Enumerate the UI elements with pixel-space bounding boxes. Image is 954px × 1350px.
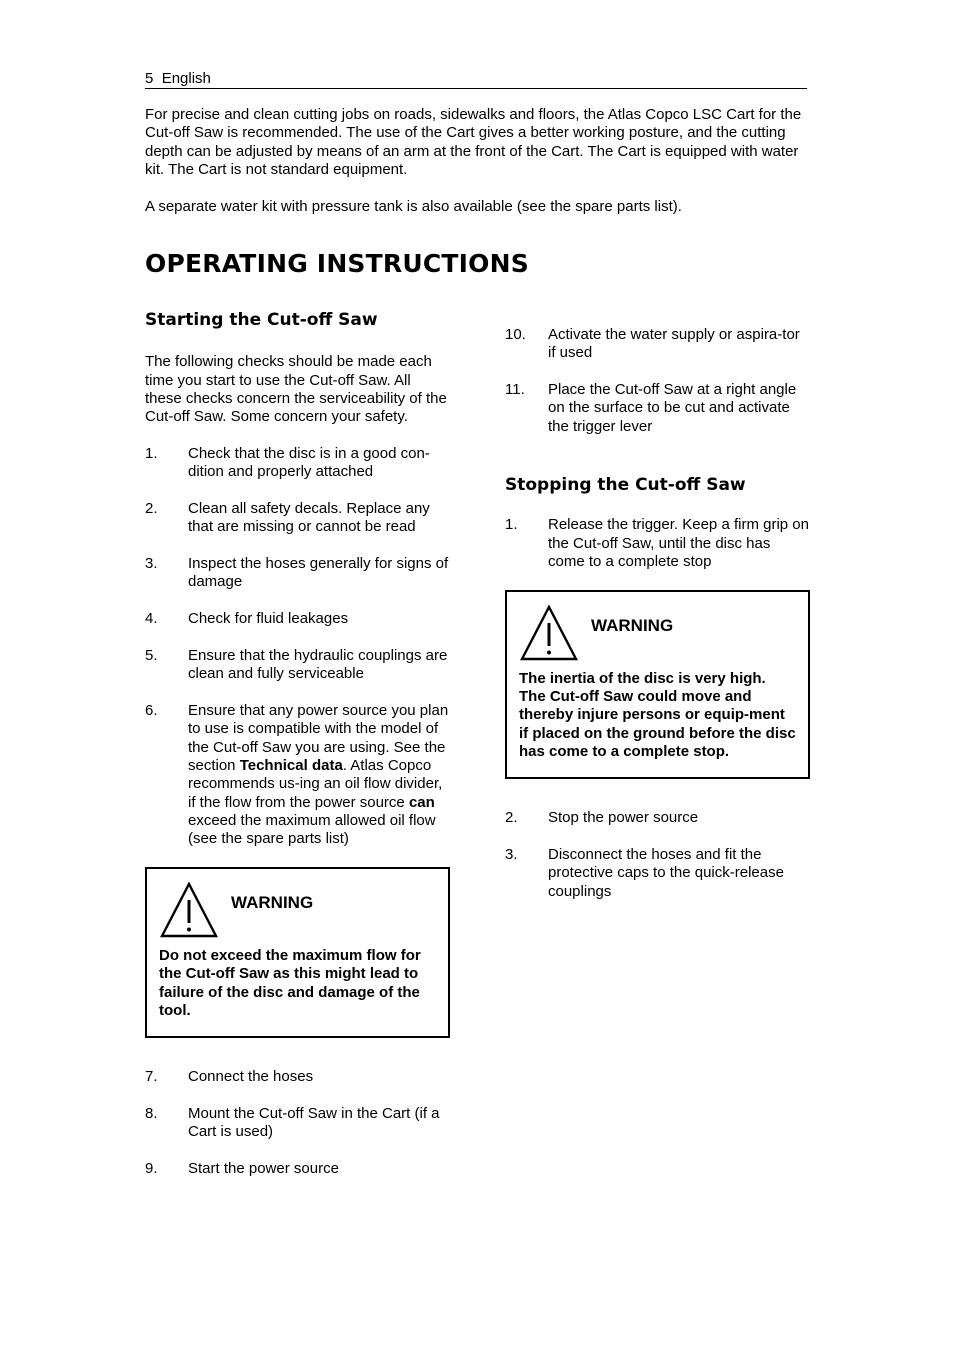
warning-triangle-icon [159, 881, 219, 939]
warning-title: WARNING [591, 615, 674, 635]
intro-paragraph-1: For precise and clean cutting jobs on roads, sidewalks and floors, the Atlas Copco LSC Cart for the Cut-off Saw is recommended. The use of the Cart gives a better working posture, and the cutting depth can be adjusted by means of an arm at the front of the Cart. The Cart is equipped with water kit. The Cart is not standard equipment. [145, 106, 802, 178]
starting-lead-paragraph: The following checks should be made each time you start to use the Cut-off Saw. All these checks concern the serviceability of the Cut-off Saw. Some concern your safety. [145, 353, 447, 426]
stopping-steps-list-continued [505, 809, 810, 901]
step-number: 1. [145, 444, 158, 462]
warning-box-flow [145, 867, 450, 1038]
stopping-heading: Stopping the Cut-off Saw [505, 474, 746, 495]
warning-box-inertia [505, 590, 810, 779]
step-number: 5. [145, 647, 158, 665]
step-text-bold: can [408, 793, 435, 811]
step-text: Place the Cut-off Saw at a right angle on the surface to be cut and activate the trigger lever [548, 381, 797, 435]
step-text: Clean all safety decals. Replace any that are missing or cannot be read [188, 500, 430, 536]
list-item [505, 846, 810, 901]
starting-steps-list-continued [145, 1068, 450, 1178]
warning-triangle-icon [519, 604, 579, 662]
step-number: 4. [145, 610, 158, 628]
step-text: Ensure that the hydraulic couplings are clean and fully serviceable [188, 647, 448, 683]
starting-steps-list-final [505, 326, 810, 436]
step-text-part: exceed the maximum allowed oil flow (see the spare parts list) [188, 811, 436, 848]
step-text: Stop the power source [548, 809, 699, 827]
list-item [505, 326, 810, 363]
step-text: Disconnect the hoses and fit the protective caps to the quick-release couplings [548, 845, 784, 900]
list-item [145, 702, 450, 848]
warning-text: Do not exceed the maximum flow for the Cut-off Saw as this might lead to failure of the disc and damage of the tool. [159, 947, 421, 1019]
step-text: Start the power source [188, 1160, 339, 1178]
step-number: 7. [145, 1068, 158, 1086]
right-column [505, 326, 810, 919]
step-text: Activate the water supply or aspira-tor if used [548, 326, 800, 362]
step-number: 3. [505, 845, 518, 863]
section-title: OPERATING INSTRUCTIONS [145, 249, 529, 278]
list-item [145, 445, 450, 482]
step-text: Check that the disc is in a good con-dition and properly attached [188, 444, 430, 481]
step-text: Connect the hoses [188, 1068, 314, 1086]
warning-header [519, 604, 796, 662]
list-item [505, 809, 810, 827]
step-text: Mount the Cut-off Saw in the Cart (if a Cart is used) [188, 1105, 440, 1141]
step-number: 6. [145, 702, 158, 720]
step-number: 2. [145, 500, 158, 518]
step-text: Check for fluid leakages [188, 610, 349, 628]
step-number: 9. [145, 1160, 158, 1178]
list-item [145, 1068, 450, 1086]
warning-header [159, 881, 436, 939]
list-item [145, 647, 450, 684]
step-number: 3. [145, 555, 158, 573]
intro-paragraph-2: A separate water kit with pressure tank is also available (see the spare parts list). [145, 197, 682, 215]
starting-steps-list [145, 445, 450, 849]
stopping-steps-list [505, 516, 810, 571]
page-header [145, 70, 807, 89]
intro-section [145, 106, 810, 234]
list-item [145, 1105, 450, 1142]
step-text: Release the trigger. Keep a firm grip on the Cut-off Saw, until the disc has come to a complete stop [548, 516, 809, 570]
list-item [145, 1160, 450, 1178]
left-column [145, 311, 450, 1197]
list-item [145, 555, 450, 592]
step-text-part: Ensure that any power source you plan to use is compatible with the model of the Cut-off Saw you are using. See the section [188, 702, 449, 775]
warning-title: WARNING [231, 892, 314, 912]
step-text-bold: Technical data [239, 757, 343, 775]
step-number: 10. [505, 326, 526, 343]
step-number: 8. [145, 1105, 158, 1123]
page-number: 5 [145, 70, 154, 87]
step-number: 11. [505, 381, 525, 399]
list-item [145, 610, 450, 628]
list-item [145, 500, 450, 537]
page-language: English [161, 70, 211, 87]
step-text: Inspect the hoses generally for signs of damage [188, 555, 449, 591]
starting-heading: Starting the Cut-off Saw [145, 310, 378, 330]
step-number: 2. [505, 809, 518, 827]
step-text-part: . Atlas Copco recommends us-ing an oil flow divider, if the flow from the power source [188, 757, 443, 811]
list-item [505, 381, 810, 436]
step-number: 1. [505, 516, 518, 534]
list-item [505, 516, 810, 571]
warning-text: The inertia of the disc is very high. The Cut-off Saw could move and thereby injure persons or equip-ment if placed on the ground before the disc has come to a complete stop. [519, 669, 796, 760]
